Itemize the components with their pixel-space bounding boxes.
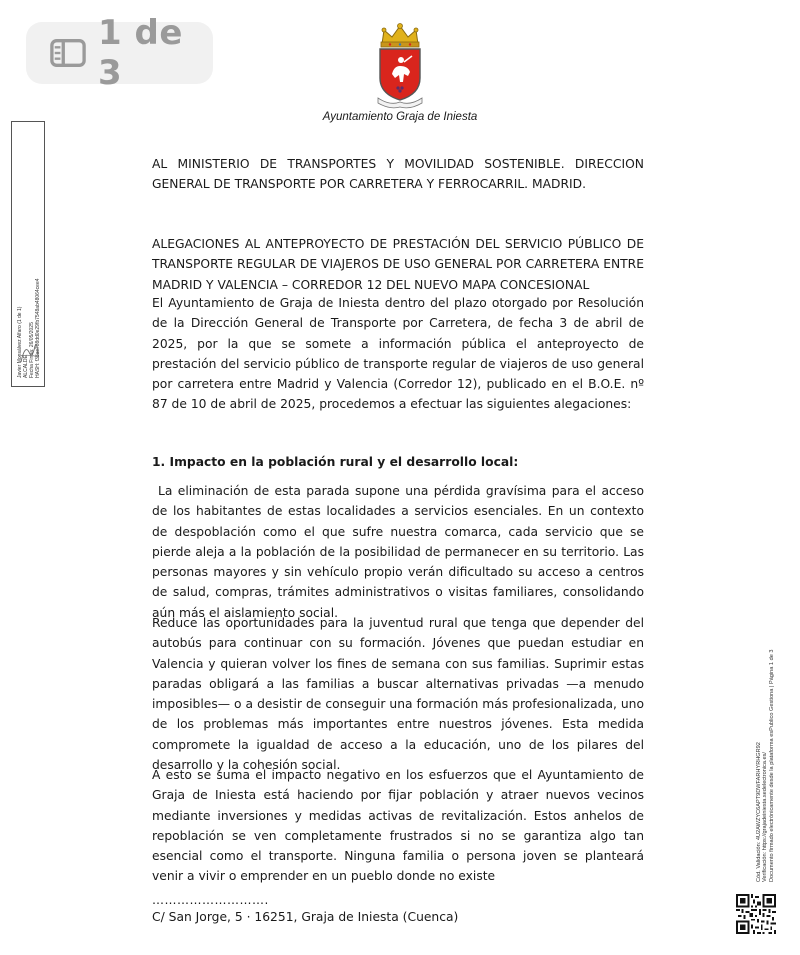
body-paragraph: Reduce las oportunidades para la juventud rural que tenga que depender del autobús para continuar con su formación. Jóvenes que puedan estudiar en Valencia y quieran volver los fines de semana con sus familias. Suprimir estas paradas obligará a las familias a buscar alternativas privadas —a menudo imposibles— o a desistir de conseguir una formación más profesionalizada, uno de los problemas más importantes entre nuestros jóvenes. Esta medida compromete la igualdad de acceso a la educación, uno de los pilares del desarrollo y la cohesión social. — [152, 616, 644, 773]
page-indicator[interactable] — [26, 13, 213, 93]
body-paragraph: La eliminación de esta parada supone una pérdida gravísima para el acceso de los habitantes de estas localidades a servicios esenciales. En un contexto de despoblación como el que sufre nuestra comarca, cada servicio que se pierde aleja a la población de la posibilidad de permanecer en su territorio. Las personas mayores y sin vehículo propio verán dificultado su acceso a centros de salud, compras, trámites administrativos o visitas familiares, consolidando aún más el aislamiento social. — [152, 484, 644, 620]
signed-notice: Documento firmado electrónicamente desde la plataforma esPublico Gestiona | Página 1 de 3 — [768, 649, 775, 882]
validation-code: Cód. Validación: 4U2AWZYC6APT9DWFARHYRHGR92 — [756, 742, 762, 882]
signature-signer: Javier Monsálvez Alfaro (1 de 1) — [17, 306, 23, 378]
organization-name: Ayuntamiento Graja de Iniesta — [322, 111, 478, 123]
municipal-coat-of-arms-icon — [370, 22, 430, 110]
footer-separator: ………………………. — [152, 893, 269, 907]
signature-hash: HASH: f33ac708dd0e29fb7548ab48064cee4 — [35, 278, 41, 378]
handwritten-signature-icon — [17, 338, 41, 368]
body-paragraph: A esto se suma el impacto negativo en los esfuerzos que el Ayuntamiento de Graja de Iniesta está haciendo por fijar población y atraer nuevos vecinos mediante inversiones y medidas activas de revitalización. Estos anhelos de repoblación se ven completamente frustrados si no se garantiza algo tan esencial como el transporte. Ninguna familia o persona joven se planteará venir a vivir o emprender en un pueblo donde no existe — [152, 768, 644, 884]
verification-url: Verificación: https://grajadeiniesta.sedelectronica.es/ — [762, 752, 769, 882]
addressee: AL MINISTERIO DE TRANSPORTES Y MOVILIDAD SOSTENIBLE. DIRECCION GENERAL DE TRANSPORTE POR CARRETERA Y FERROCARRIL. MADRID. — [152, 157, 644, 192]
qr-code-icon — [736, 894, 776, 934]
signature-role: ALCALDE — [23, 355, 29, 378]
footer-address: C/ San Jorge, 5 · 16251, Graja de Iniesta (Cuenca) — [152, 910, 459, 924]
page-indicator-label: 1 de 3 — [98, 13, 183, 93]
page-thumbnails-icon — [50, 38, 86, 68]
signature-date: Fecha Firma: 26/05/2025 — [29, 322, 35, 378]
verification-text — [756, 650, 775, 883]
document-subject: ALEGACIONES AL ANTEPROYECTO DE PRESTACIÓN DEL SERVICIO PÚBLICO DE TRANSPORTE REGULAR DE VIAJEROS DE USO GENERAL POR CARRETERA ENTRE MADRID Y VALENCIA – CORREDOR 12 DEL NUEVO MAPA CONCESIONAL — [152, 237, 644, 292]
section-heading: 1. Impacto en la población rural y el desarrollo local: — [152, 455, 519, 469]
intro-paragraph: El Ayuntamiento de Graja de Iniesta dentro del plazo otorgado por Resolución de la Dirección General de Transporte por Carretera, de fecha 3 de abril de 2025, por la que se somete a información pública el anteproyecto de prestación del servicio público de transporte regular de viajeros de uso general por carretera entre Madrid y Valencia (Corredor 12), publicado en el B.O.E. nº 87 de 10 de abril de 2025, procedemos a efectuar las siguientes alegaciones: — [152, 296, 644, 412]
